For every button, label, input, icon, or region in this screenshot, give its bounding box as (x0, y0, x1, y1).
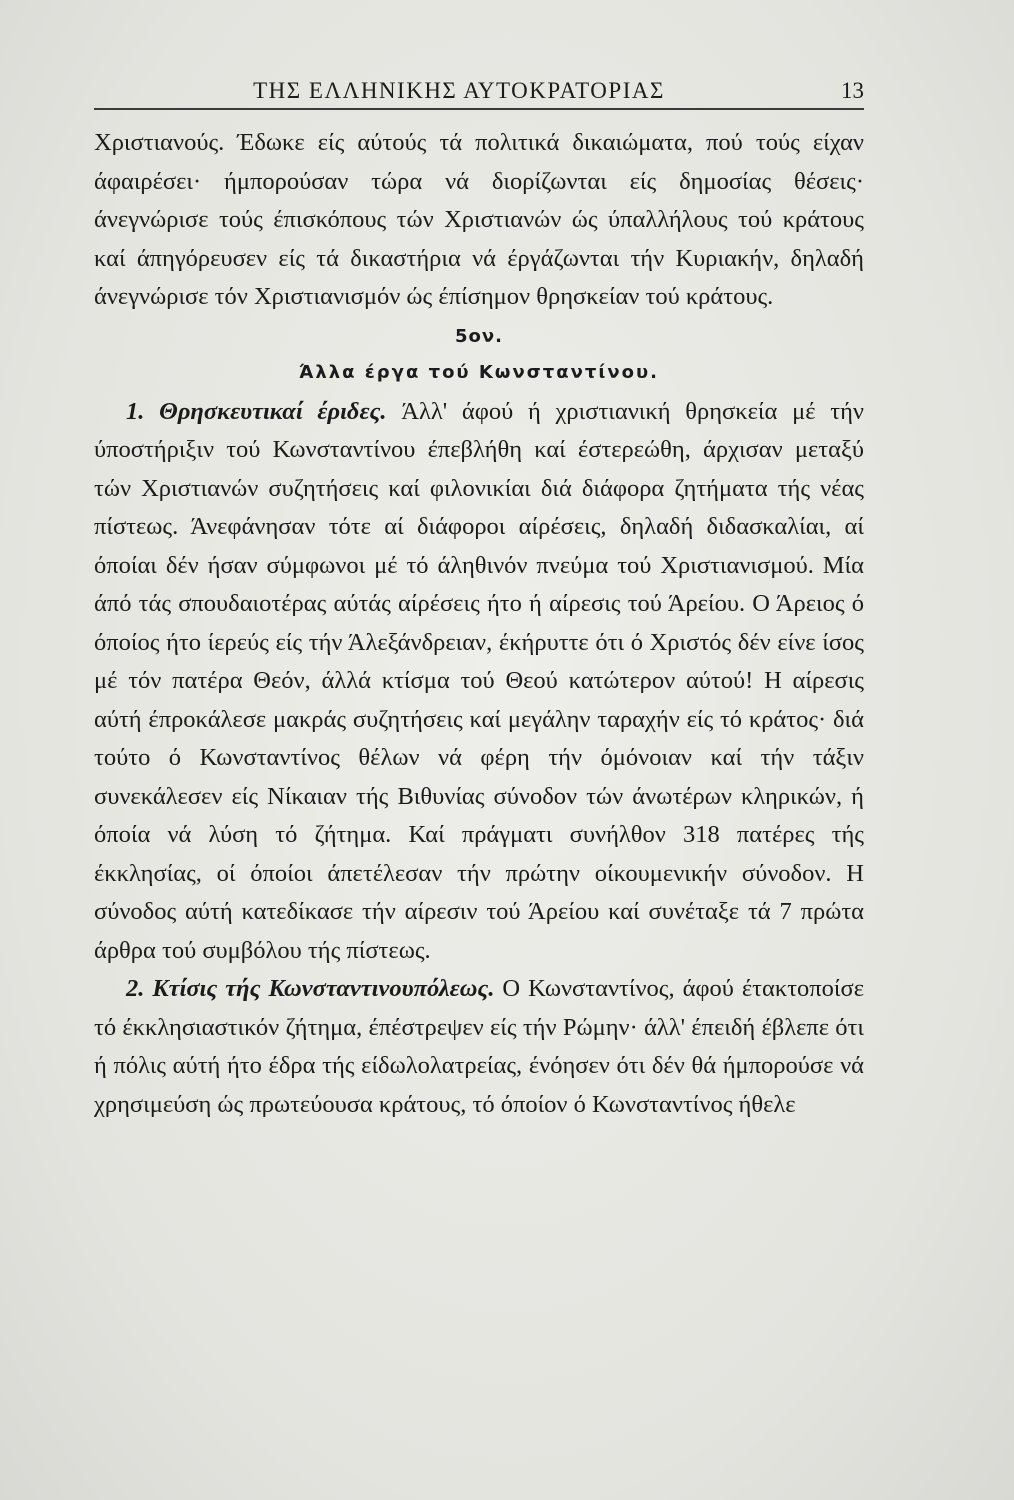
section-text-founding-constantinople: Ο Κωνσταντίνος, άφού έτακτοποίσε τό έκκλησιαστικόν ζήτημα, έπέστρεψεν είς τήν Ρώμην· άλλ' έπειδή έβλεπε ότι ή πόλις αύτή ήτο έδρα τής είδωλολατρείας, ένόησεν ότι δέν θά ήμπορούσε νά χρησιμεύση ώς πρωτεύουσα κράτους, τό όποίον ό Κωνσταντίνος ήθελε (94, 975, 865, 1118)
body-text (94, 124, 864, 1124)
chapter-number: 5ον. (455, 325, 503, 347)
chapter-title: Άλλα έργα τού Κωνσταντίνου. (299, 361, 659, 383)
section-heading-religious-disputes: 1. Θρησκευτικαί έριδες. (126, 397, 402, 425)
section-paragraph-religious-disputes (94, 393, 864, 971)
running-header (94, 72, 864, 110)
running-title: ΤΗΣ ΕΛΛΗΝΙΚΗΣ ΑΥΤΟΚΡΑΤΟΡΙΑΣ (253, 78, 665, 103)
section-paragraph-founding-constantinople (94, 970, 864, 1124)
page-number: 13 (841, 78, 864, 103)
section-heading-founding-constantinople: 2. Κτίσις τής Κωνσταντινουπόλεως. (126, 975, 503, 1002)
paragraph-continuation: Χριστιανούς. Έδωκε είς αύτούς τά πολιτικά δικαιώματα, πού τούς είχαν άφαιρέσει· ήμπορούσαν τώρα νά διορίζωνται είς δημοσίας θέσεις· άνεγνώρισε τούς έπισκόπους τών Χριστιανών ώς ύπαλλήλους τού κράτους καί άπηγόρευσεν είς τά δικαστήρια νά έργάζωνται τήν Κυριακήν, δηλαδή άνεγνώρισε τόν Χριστιανισμόν ώς έπίσημον θρησκείαν τού κράτους. (94, 129, 864, 310)
section-text-religious-disputes: Άλλ' άφού ή χριστιανική θρησκεία μέ τήν ύποστήριξιν τού Κωνσταντίνου έπεβλήθη καί έστερεώθη, άρχισαν μεταξύ τών Χριστιανών συζητήσεις καί φιλονικίαι διά διάφορα ζητήματα τής νέας πίστεως. Άνεφάνησαν τότε αί διάφοροι αίρέσεις, δηλαδή διδασκαλίαι, αί όποίαι δέν ήσαν σύμφωνοι μέ τό άληθινόν πνεύμα τού Χριστιανισμού. Μία άπό τάς σπουδαιοτέρας αύτάς αίρέσεις ήτο ή αίρεσις τού Άρείου. Ο Άρειος ό όποίος ήτο ίερεύς είς τήν Άλεξάνδρειαν, έκήρυττε ότι ό Χριστός δέν είνε ίσος μέ τόν πατέρα Θεόν, άλλά κτίσμα τού Θεού κατώτερον αύτού! Η αίρεσις αύτή έπροκάλεσε μακράς συζητήσεις καί μεγάλην ταραχήν είς τό κράτος· διά τούτο ό Κωνσταντίνος θέλων νά φέρη τήν όμόνοιαν καί τήν τάξιν συνεκάλεσεν είς Νίκαιαν τής Βιθυνίας σύνοδον τών άνωτέρων κληρικών, ή όποία νά λύση τό ζήτημα. Καί πράγματι συνήλθον 318 πατέρες τής έκκλησίας, οί όποίοι άπετέλεσαν τήν πρώτην οίκουμενικήν σύνοδον. Η σύνοδος αύτή κατεδίκασε τήν αίρεσιν τού Άρείου καί συνέταξε τά 7 πρώτα άρθρα τού συμβόλου τής πίστεως. (94, 397, 864, 964)
